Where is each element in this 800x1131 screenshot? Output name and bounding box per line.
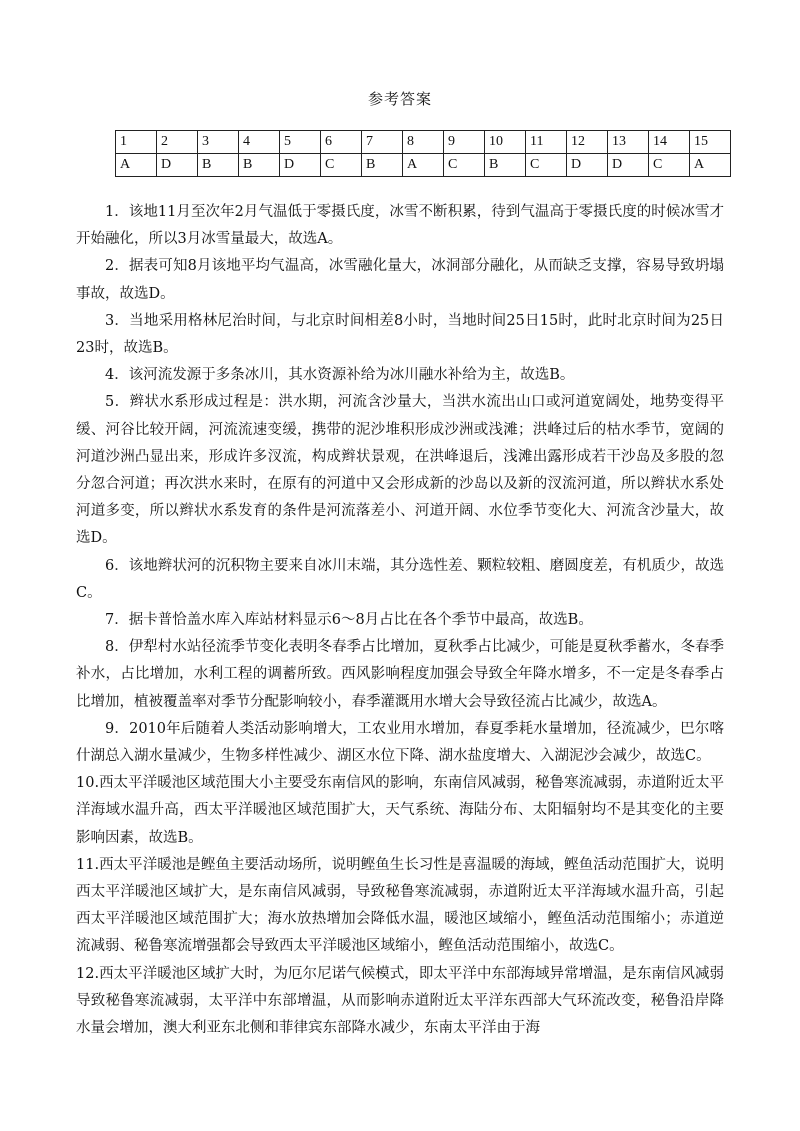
explanation-paragraph: 7．据卡普恰盖水库入库站材料显示6～8月占比在各个季节中最高，故选B。 xyxy=(105,612,593,629)
explanation-paragraph: 6．该地辫状河的沉积物主要来自冰川末端，其分选性差、颗粒较粗、磨圆度差，有机质少，故选C。 xyxy=(76,557,724,601)
answer-cell: D xyxy=(608,154,649,177)
answer-cell: C xyxy=(321,154,362,177)
question-number-cell: 15 xyxy=(690,131,731,154)
explanation-paragraph: 8．伊犁村水站径流季节变化表明冬春季占比增加，夏秋季占比减少，可能是夏秋季蓄水，冬春季补水，占比增加，水利工程的调蓄所致。西风影响程度加强会导致全年降水增多，不一定是冬春季占比增加，植被覆盖率对季节分配影响较小，春季灌溉用水增大会导致径流占比减少，故选A。 xyxy=(76,639,724,710)
question-number-cell: 5 xyxy=(280,131,321,154)
explanation-paragraph: 11.西太平洋暖池是鲣鱼主要活动场所，说明鲣鱼生长习性是喜温暖的海域，鲣鱼活动范围扩大，说明西太平洋暖池区域扩大，是东南信风减弱，导致秘鲁寒流减弱，赤道附近太平洋海域水温升高，引起西太平洋暖池区域范围扩大；海水放热增加会降低水温，暖池区域缩小，鲣鱼活动范围缩小；赤道逆流减弱、秘鲁寒流增强都会导致西太平洋暖池区域缩小，鲣鱼活动范围缩小，故选C。 xyxy=(76,856,724,955)
page-title: 参考答案 xyxy=(367,90,432,108)
answer-cell: C xyxy=(444,154,485,177)
answer-table-answer-row xyxy=(116,154,731,177)
answer-cell: A xyxy=(116,154,157,177)
question-number-cell: 1 xyxy=(116,131,157,154)
explanation-paragraph: 9．2010年后随着人类活动影响增大，工农业用水增加，春夏季耗水量增加，径流减少，巴尔喀什湖总入湖水量减少，生物多样性减少、湖区水位下降、湖水盐度增大、入湖泥沙会减少，故选C。 xyxy=(76,720,724,765)
explanations-body xyxy=(76,199,724,1042)
answer-table-number-row xyxy=(116,131,731,154)
question-number-cell: 4 xyxy=(239,131,280,154)
answer-cell: B xyxy=(485,154,526,177)
answer-cell: C xyxy=(526,154,567,177)
answer-cell: D xyxy=(157,154,198,177)
explanation-paragraph: 5．辫状水系形成过程是：洪水期，河流含沙量大，当洪水流出山口或河道宽阔处，地势变得平缓、河谷比较开阔，河流流速变缓，携带的泥沙堆积形成沙洲或浅滩；洪峰过后的枯水季节，宽阔的河道沙洲凸显出来，形成许多汊流，构成辫状景观，在洪峰退后，浅滩出露形成若干沙岛及多股的忽分忽合河道；再次洪水来时，在原有的河道中又会形成新的沙岛以及新的汊流河道，所以辫状水系处河道多变，所以辫状水系发育的条件是河流落差小、河道开阔、水位季节变化大、河流含沙量大，故选D。 xyxy=(76,394,724,547)
question-number-cell: 6 xyxy=(321,131,362,154)
question-number-cell: 13 xyxy=(608,131,649,154)
answer-table xyxy=(115,130,731,177)
answer-cell: A xyxy=(403,154,444,177)
question-number-cell: 12 xyxy=(567,131,608,154)
question-number-cell: 2 xyxy=(157,131,198,154)
explanation-paragraph: 3．当地采用格林尼治时间，与北京时间相差8小时，当地时间25日15时，此时北京时间为25日23时，故选B。 xyxy=(76,312,724,357)
question-number-cell: 10 xyxy=(485,131,526,154)
explanation-paragraph: 10.西太平洋暖池区域范围大小主要受东南信风的影响，东南信风减弱，秘鲁寒流减弱，赤道附近太平洋海域水温升高，西太平洋暖池区域范围扩大，天气系统、海陆分布、太阳辐射均不是其变化的主要影响因素，故选B。 xyxy=(76,775,724,846)
answer-cell: D xyxy=(280,154,321,177)
answer-cell: B xyxy=(198,154,239,177)
explanation-paragraph: 4．该河流发源于多条冰川，其水资源补给为冰川融水补给为主，故选B。 xyxy=(105,367,575,384)
explanation-paragraph: 12.西太平洋暖池区域扩大时，为厄尔尼诺气候模式，即太平洋中东部海域异常增温，是东南信风减弱导致秘鲁寒流减弱，太平洋中东部增温，从而影响赤道附近太平洋东西部大气环流改变，秘鲁沿岸降水量会增加，澳大利亚东北侧和菲律宾东部降水减少，东南太平洋由于海 xyxy=(76,965,724,1037)
explanation-paragraph: 1．该地11月至次年2月气温低于零摄氏度，冰雪不断积累，待到气温高于零摄氏度的时候冰雪才开始融化，所以3月冰雪量最大，故选A。 xyxy=(76,204,724,248)
answer-cell: B xyxy=(239,154,280,177)
question-number-cell: 8 xyxy=(403,131,444,154)
question-number-cell: 7 xyxy=(362,131,403,154)
question-number-cell: 14 xyxy=(649,131,690,154)
answer-cell: C xyxy=(649,154,690,177)
answer-cell: B xyxy=(362,154,403,177)
question-number-cell: 11 xyxy=(526,131,567,154)
answer-cell: D xyxy=(567,154,608,177)
question-number-cell: 9 xyxy=(444,131,485,154)
question-number-cell: 3 xyxy=(198,131,239,154)
answer-cell: A xyxy=(690,154,731,177)
explanation-paragraph: 2．据表可知8月该地平均气温高，冰雪融化量大，冰洞部分融化，从而缺乏支撑，容易导致坍塌事故，故选D。 xyxy=(76,258,724,302)
